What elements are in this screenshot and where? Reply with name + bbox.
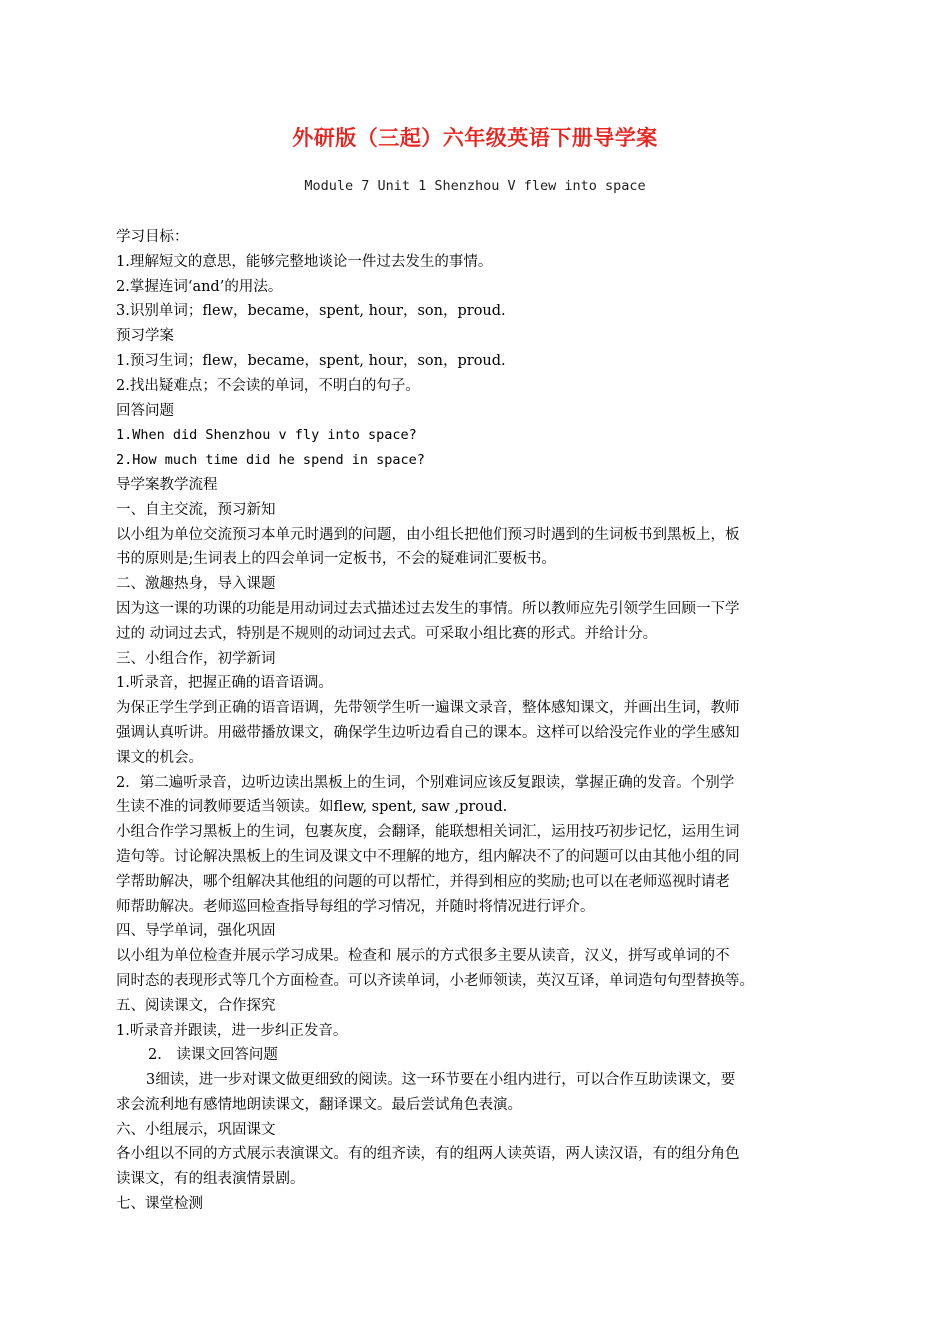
paragraph-line: 1.听录音并跟读，进一步纠正发音。: [116, 1022, 348, 1039]
document-title: 外研版（三起）六年级英语下册导学案: [292, 126, 658, 150]
paragraph-line: 各小组以不同的方式展示表演课文。有的组齐读，有的组两人读英语，两人读汉语，有的组分角色: [116, 1146, 740, 1163]
paragraph-line: 3细读，进一步对课文做更细致的阅读。这一环节要在小组内进行，可以合作互助读课文，要: [146, 1072, 736, 1089]
paragraph-line: 小组合作学习黑板上的生词，包裹灰度，会翻译，能联想相关词汇，运用技巧初步记忆，运用生词: [116, 824, 740, 841]
preview-item: 2.找出疑难点；不会读的单词，不明白的句子。: [116, 377, 420, 394]
objective-item: 1.理解短文的意思，能够完整地谈论一件过去发生的事情。: [116, 253, 493, 270]
step-heading: 六、小组展示，巩固课文: [116, 1121, 276, 1138]
paragraph-line: 求会流利地有感情地朗读课文，翻译课文。最后尝试角色表演。: [116, 1096, 522, 1113]
objective-item: 3.识别单词；flew，became，spent, hour，son，proud.: [116, 303, 506, 320]
paragraph-line: 生读不准的词教师要适当领读。如flew, spent, saw ,proud.: [116, 799, 508, 816]
paragraph-line: 师帮助解决。老师巡回检查指导每组的学习情况，并随时将情况进行评介。: [116, 898, 595, 915]
step-heading: 一、自主交流，预习新知: [116, 501, 276, 518]
paragraph-line: 课文的机会。: [116, 749, 203, 766]
paragraph-line: 1.听录音，把握正确的语音语调。: [116, 675, 333, 692]
paragraph-line: 因为这一课的功课的功能是用动词过去式描述过去发生的事情。所以教师应先引领学生回顾一下学: [116, 600, 740, 617]
paragraph-line: 读课文，有的组表演情景剧。: [116, 1171, 305, 1188]
paragraph-line: 过的 动词过去式，特别是不规则的动词过去式。可采取小组比赛的形式。并给计分。: [116, 625, 658, 642]
section-heading-objectives: 学习目标：: [116, 229, 189, 245]
section-heading-preview: 预习学案: [116, 328, 174, 345]
paragraph-line: 同时态的表现形式等几个方面检查。可以齐读单词，小老师领读，英汉互译，单词造句句型替换等。: [116, 972, 754, 989]
document-body: [116, 225, 840, 1217]
objective-item: 2.掌握连词‘and’的用法。: [116, 278, 283, 295]
document-subtitle: Module 7 Unit 1 Shenzhou V flew into space: [304, 178, 646, 194]
paragraph-line: 书的原则是;生词表上的四会单词一定板书，不会的疑难词汇要板书。: [116, 551, 556, 568]
paragraph-line: 强调认真听讲。用磁带播放课文，确保学生边听边看自己的课本。这样可以给没完作业的学生感知: [116, 724, 740, 741]
paragraph-line: 造句等。讨论解决黑板上的生词及课文中不理解的地方，组内解决不了的问题可以由其他小组的同: [116, 848, 740, 865]
step-heading: 五、阅读课文，合作探究: [116, 997, 276, 1014]
paragraph-line: 2．第二遍听录音，边听边读出黑板上的生词，个别难词应该反复跟读，掌握正确的发音。个别学: [116, 774, 735, 791]
paragraph-line: 学帮助解决，哪个组解决其他组的问题的可以帮忙，并得到相应的奖励;也可以在老师巡视时请老: [116, 873, 730, 890]
step-heading: 四、导学单词，强化巩固: [116, 923, 276, 940]
step-heading: 二、激趣热身，导入课题: [116, 576, 276, 593]
paragraph-line: 2. 读课文回答问题: [148, 1047, 278, 1064]
section-heading-procedure: 导学案教学流程: [116, 476, 218, 493]
paragraph-line: 以小组为单位检查并展示学习成果。检查和 展示的方式很多主要从读音，汉义，拼写或单词的不: [116, 948, 730, 965]
preview-item: 1.预习生词；flew，became，spent, hour，son，proud.: [116, 352, 506, 369]
paragraph-line: 为保正学生学到正确的语音语调，先带领学生听一遍课文录音，整体感知课文，并画出生词，教师: [116, 700, 740, 717]
question-item: 1.When did Shenzhou v fly into space?: [116, 427, 417, 444]
paragraph-line: 以小组为单位交流预习本单元时遇到的问题，由小组长把他们预习时遇到的生词板书到黑板上，板: [116, 526, 740, 543]
step-heading: 三、小组合作，初学新词: [116, 650, 276, 667]
section-heading-questions: 回答问题: [116, 402, 174, 419]
step-heading: 七、课堂检测: [116, 1196, 203, 1213]
question-item: 2.How much time did he spend in space?: [116, 452, 425, 469]
